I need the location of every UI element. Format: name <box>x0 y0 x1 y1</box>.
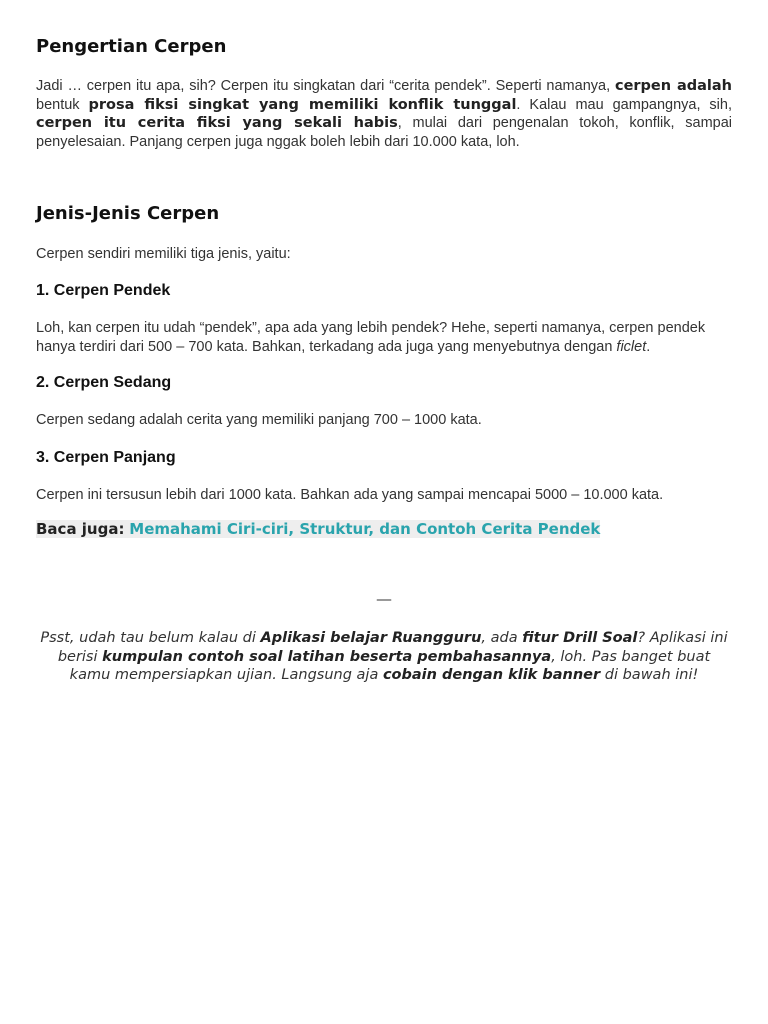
baca-juga <box>36 519 732 539</box>
text-run: , mulai dari pengenalan tokoh, konflik, sampai penyelesaian. Panjang cerpen juga nggak boleh lebih dari 10.000 kata, loh. <box>36 115 733 150</box>
text-run: . Kalau mau gampangnya, sih, <box>516 96 732 113</box>
paragraph-pengertian <box>36 77 732 151</box>
subheading-cerpen-panjang: 3. Cerpen Panjang <box>36 449 176 466</box>
text-run: Loh, kan cerpen itu udah “pendek”, apa ada yang lebih pendek? Hehe, seperti namanya, cerpen pendek hanya terdiri dari 500 – 700 kata. Bahkan, terkadang ada juga yang menyebutnya dengan <box>36 320 706 355</box>
heading-pengertian-cerpen: Pengertian Cerpen <box>36 36 227 57</box>
bold-run: cerpen itu cerita fiksi yang sekali habis <box>36 115 398 131</box>
text-run: ? Aplikasi ini berisi <box>57 630 728 665</box>
text-run: Psst, udah tau belum kalau di <box>40 630 261 646</box>
text-run: . <box>646 338 651 355</box>
subheading-cerpen-pendek: 1. Cerpen Pendek <box>36 282 171 299</box>
bold-run: fitur Drill Soal <box>522 630 638 646</box>
bold-run: prosa fiksi singkat yang memiliki konflik tunggal <box>88 96 517 113</box>
paragraph-cerpen-sedang: Cerpen sedang adalah cerita yang memiliki panjang 700 – 1000 kata. <box>36 412 482 428</box>
text-run: Jadi … cerpen itu apa, sih? Cerpen itu singkatan dari “cerita pendek”. Seperti namanya, <box>36 78 615 94</box>
paragraph-jenis-intro: Cerpen sendiri memiliki tiga jenis, yaitu: <box>36 246 291 262</box>
heading-jenis-jenis-cerpen: Jenis-Jenis Cerpen <box>36 203 220 224</box>
separator: — <box>376 592 392 608</box>
text-run: di bawah ini! <box>600 667 699 683</box>
paragraph-cerpen-pendek <box>36 319 732 356</box>
promo-paragraph <box>36 629 732 685</box>
paragraph-cerpen-panjang: Cerpen ini tersusun lebih dari 1000 kata. Bahkan ada yang sampai mencapai 5000 – 10.000 kata. <box>36 487 664 503</box>
baca-juga-label: Baca juga: <box>36 520 125 538</box>
text-run: bentuk <box>36 96 89 113</box>
bold-run: Aplikasi belajar Ruangguru <box>260 630 482 646</box>
italic-run: ficlet <box>616 338 647 355</box>
baca-juga-link[interactable]: Memahami Ciri-ciri, Struktur, dan Contoh Cerita Pendek <box>129 520 601 538</box>
text-run: , loh. Pas banget buat kamu mempersiapkan ujian. Langsung aja <box>69 648 711 683</box>
subheading-cerpen-sedang: 2. Cerpen Sedang <box>36 374 172 391</box>
bold-run: kumpulan contoh soal latihan beserta pembahasannya <box>102 648 552 665</box>
text-run: , ada <box>481 630 523 646</box>
bold-run: cerpen adalah <box>614 78 732 94</box>
bold-run: cobain dengan klik banner <box>382 667 601 683</box>
